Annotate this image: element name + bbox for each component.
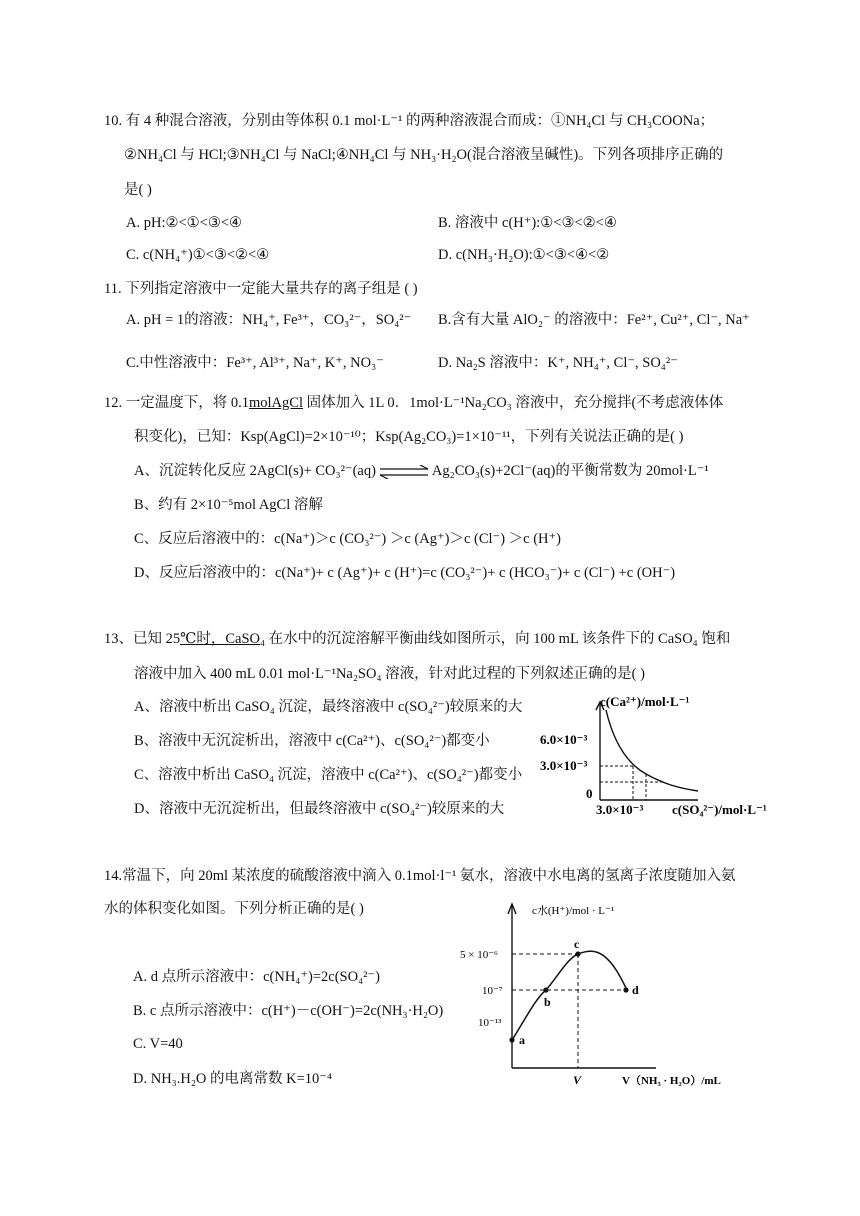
q11-option-b: B.含有大量 AlO₂⁻ 的溶液中：Fe²⁺, Cu²⁺, Cl⁻, Na⁺	[438, 312, 750, 328]
q14-option-b: B. c 点所示溶液中：c(H⁺)－c(OH⁻)=2c(NH₃·H₂O)	[133, 1003, 444, 1019]
q13-option-b: B、溶液中无沉淀析出，溶液中 c(Ca²⁺)、c(SO₄²⁻)都变小	[134, 733, 490, 749]
q13-graph-ytick-3e-3: 3.0×10⁻³	[540, 758, 588, 773]
q13-option-c: C、溶液中析出 CaSO₄ 沉淀，溶液中 c(Ca²⁺)、c(SO₄²⁻)都变小	[134, 767, 523, 783]
q14-graph-ytick-5e-6: 5 × 10⁻⁶	[460, 949, 498, 961]
q11-stem: 11. 下列指定溶液中一定能大量共存的离子组是 ( )	[104, 281, 418, 297]
q14-graph-ytick-1e-13: 10⁻¹³	[478, 1017, 502, 1029]
q14-option-c: C. V=40	[133, 1036, 183, 1052]
q10-stem-line3: 是( )	[124, 182, 152, 198]
q12-stem-underlined: molAgCl	[249, 395, 303, 411]
q14-point-c: c	[574, 937, 580, 951]
q11-option-c: C.中性溶液中：Fe³⁺, Al³⁺, Na⁺, K⁺, NO₃⁻	[126, 355, 384, 371]
q12-option-b: B、约有 2×10⁻⁵mol AgCl 溶解	[134, 497, 323, 513]
q10-option-d: D. c(NH₃·H₂O):①<③<④<②	[438, 247, 610, 263]
q13-stem-line2: 溶液中加入 400 mL 0.01 mol·L⁻¹Na₂SO₄ 溶液，针对此过程的下列叙述正确的是( )	[134, 666, 645, 682]
q13-graph-xtick: 3.0×10⁻³	[596, 802, 644, 817]
q12-option-a-part1: A、沉淀转化反应 2AgCl(s)+ CO₃²⁻(aq)	[134, 463, 376, 479]
q10-option-a: A. pH:②<①<③<④	[126, 215, 242, 231]
q14-curve	[512, 951, 626, 1040]
q12-stem-part2: 固体加入 1L 0．1mol·L⁻¹Na₂CO₃ 溶液中，充分搅拌(不考虑液体体	[302, 395, 724, 411]
q13-stem-part1: 13、已知 25	[104, 631, 181, 647]
q14-graph-ytick-1e-7: 10⁻⁷	[482, 985, 503, 997]
q12-stem-part1: 12. 一定温度下，将 0.1	[104, 395, 249, 411]
q12-option-c: C、反应后溶液中的：c(Na⁺)＞c (CO₃²⁻) ＞c (Ag⁺)＞c (Cl⁻) ＞c (H⁺)	[134, 531, 561, 547]
q13-stem-underlined: ℃时，CaSO	[180, 631, 260, 647]
q10-option-b: B. 溶液中 c(H⁺):①<③<②<④	[438, 215, 617, 231]
q13-stem-part2: ₄ 在水中的沉淀溶解平衡曲线如图所示，向 100 mL 该条件下的 CaSO₄ 饱和	[260, 631, 731, 647]
q12-stem-line2: 积变化)，已知：Ksp(AgCl)=2×10⁻¹⁰；Ksp(Ag₂CO₃)=1×10⁻¹¹，下列有关说法正确的是( )	[134, 429, 684, 445]
q13-stem-line1	[104, 629, 730, 649]
q14-option-d: D. NH₃.H₂O 的电离常数 K=10⁻⁴	[133, 1071, 332, 1087]
q10-stem-line2: ②NH₄Cl 与 HCl;③NH₄Cl 与 NaCl;④NH₄Cl 与 NH₃·H₂O(混合溶液呈碱性)。下列各项排序正确的	[124, 147, 724, 163]
q11-option-d: D. Na₂S 溶液中：K⁺, NH₄⁺, Cl⁻, SO₄²⁻	[438, 355, 678, 371]
q12-option-a	[134, 461, 709, 481]
q14-graph-xtick-v: V	[573, 1073, 582, 1087]
q14-water-ionization-graph	[446, 898, 746, 1088]
q13-option-a: A、溶液中析出 CaSO₄ 沉淀，最终溶液中 c(SO₄²⁻)较原来的大	[134, 699, 523, 715]
q13-graph-ylabel: c(Ca²⁺)/mol·L⁻¹	[600, 694, 690, 709]
q14-option-a: A. d 点所示溶液中：c(NH₄⁺)=2c(SO₄²⁻)	[133, 969, 380, 985]
q13-graph-ytick-6e-3: 6.0×10⁻³	[540, 732, 588, 747]
q13-graph-xlabel: c(SO₄²⁻)/mol·L⁻¹	[672, 802, 767, 817]
q11-option-a: A. pH = 1的溶液：NH₄⁺, Fe³⁺，CO₃²⁻，SO₄²⁻	[126, 312, 412, 328]
q13-solubility-curve	[606, 710, 698, 791]
q14-point-b: b	[544, 995, 551, 1009]
q12-option-d: D、反应后溶液中的：c(Na⁺)+ c (Ag⁺)+ c (H⁺)=c (CO₃²⁻)+ c (HCO₃⁻)+ c (Cl⁻) +c (OH⁻)	[134, 565, 676, 581]
equilibrium-arrow-icon	[378, 465, 430, 479]
q13-solubility-curve-graph	[538, 692, 780, 822]
q14-point-d: d	[632, 983, 639, 997]
q14-stem-line1: 14.常温下，向 20ml 某浓度的硫酸溶液中滴入 0.1mol·l⁻¹ 氨水，溶液中水电离的氢离子浓度随加入氨	[104, 868, 736, 884]
q14-point-a: a	[519, 1033, 525, 1047]
q10-stem-line1: 10. 有 4 种混合溶液，分别由等体积 0.1 mol·L⁻¹ 的两种溶液混合而成：①NH₄Cl 与 CH₃COONa；	[104, 113, 715, 129]
q13-graph-origin: 0	[586, 786, 593, 801]
q12-stem-line1	[104, 393, 723, 413]
q10-option-c: C. c(NH₄⁺)①<③<②<④	[126, 247, 270, 263]
q14-graph-xlabel: V（NH₃ · H₂O）/mL	[622, 1075, 721, 1087]
q13-option-d: D、溶液中无沉淀析出，但最终溶液中 c(SO₄²⁻)较原来的大	[134, 801, 505, 817]
q14-stem-line2: 水的体积变化如图。下列分析正确的是( )	[104, 901, 364, 917]
q12-option-a-part2: Ag₂CO₃(s)+2Cl⁻(aq)的平衡常数为 20mol·L⁻¹	[431, 463, 709, 479]
q14-graph-ylabel: c水(H⁺)/mol · L⁻¹	[532, 905, 615, 917]
